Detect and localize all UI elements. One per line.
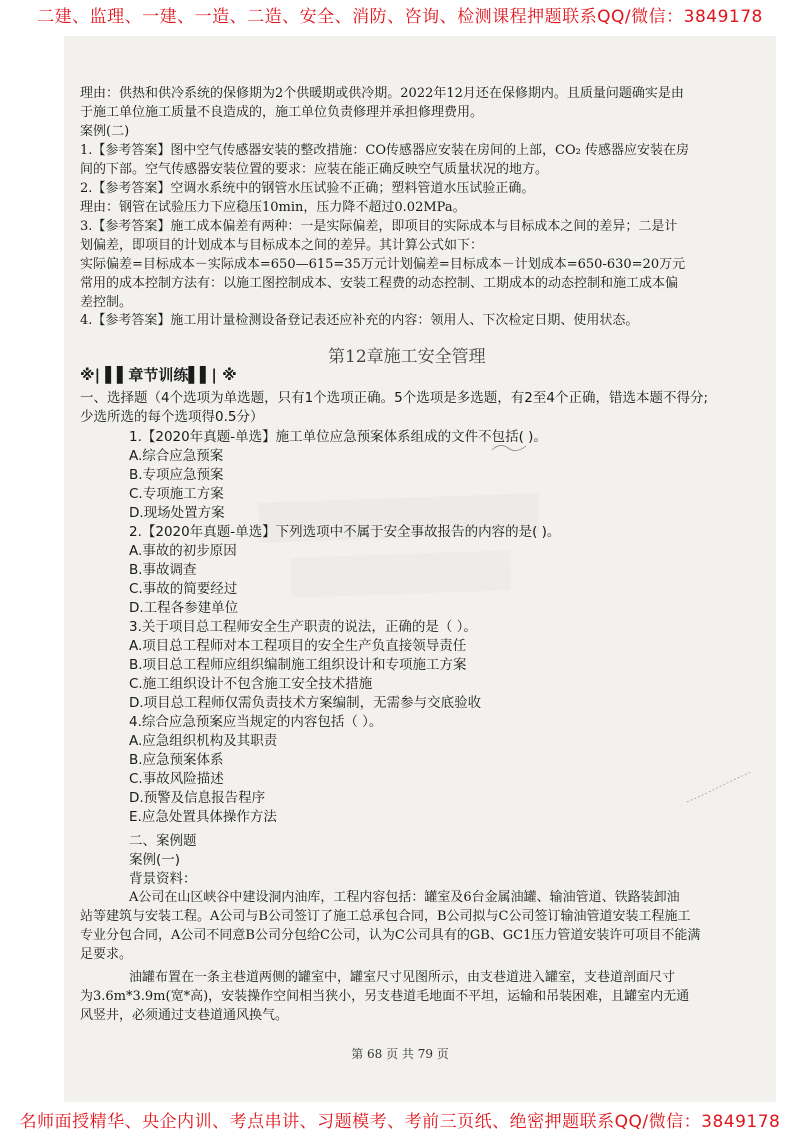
case-2-heading: 案例(二) xyxy=(80,124,130,139)
case-paragraph-2-line-2: 为3.6m*3.9m(宽*高)，安装操作空间相当狭小，另支巷道毛地面不平坦，运输和吊装困难，且罐室内无通 xyxy=(80,989,690,1004)
answer-3-line-1: 3.【参考答案】施工成本偏差有两种：一是实际偏差，即项目的实际成本与目标成本之间的差异；二是计 xyxy=(80,219,678,234)
q1-option-b: B.专项应急预案 xyxy=(129,467,224,483)
watermark-mark xyxy=(248,483,552,613)
q4-option-b: B.应急预案体系 xyxy=(129,752,224,768)
q1-option-c: C.专项施工方案 xyxy=(129,486,224,502)
answer-3-line-3: 实际偏差=目标成本－实际成本=650—615=35万元计划偏差=目标成本－计划成本=650-630=20万元 xyxy=(80,257,686,272)
background-label: 背景资料： xyxy=(129,871,197,887)
answer-3-line-5: 差控制。 xyxy=(80,295,133,310)
case-1-heading: 案例(一) xyxy=(129,852,181,868)
q4-option-e: E.应急处置具体操作方法 xyxy=(129,809,277,825)
question-2: 2.【2020年真题-单选】下列选项中不属于安全事故报告的内容的是( )。 xyxy=(129,524,561,540)
pen-scribble xyxy=(490,440,530,454)
q4-option-a: A.应急组织机构及其职责 xyxy=(129,733,278,749)
answer-3-line-4: 常用的成本控制方法有：以施工图控制成本、安装工程费的动态控制、工期成本的动态控制和施工成本偏 xyxy=(80,276,679,291)
q1-option-a: A.综合应急预案 xyxy=(129,448,224,464)
question-1: 1.【2020年真题-单选】施工单位应急预案体系组成的文件不包括( )。 xyxy=(129,429,547,445)
q2-option-b: B.事故调查 xyxy=(129,562,197,578)
answer-3-line-2: 划偏差，即项目的计划成本与目标成本之间的差异。其计算公式如下： xyxy=(80,238,484,253)
q2-option-c: C.事故的简要经过 xyxy=(129,581,238,597)
case-paragraph-1-line-4: 足要求。 xyxy=(80,947,133,962)
answer-4: 4.【参考答案】施工用计量检测设备登记表还应补充的内容：领用人、下次检定日期、使用状态。 xyxy=(80,313,639,328)
case-paragraph-2-line-1: 油罐布置在一条主巷道两侧的罐室中，罐室尺寸见图所示，由支巷道进入罐室，支巷道剖面尺寸 xyxy=(129,970,676,985)
case-paragraph-2-line-3: 风竖井，必须通过支巷道通风换气。 xyxy=(80,1008,289,1023)
q4-option-c: C.事故风险描述 xyxy=(129,771,224,787)
chapter-title: 第12章施工安全管理 xyxy=(328,347,486,367)
page-number: 第 68 页 共 79 页 xyxy=(351,1047,449,1061)
q1-option-d: D.现场处置方案 xyxy=(129,505,225,521)
q4-option-d: D.预警及信息报告程序 xyxy=(129,790,266,806)
watermark xyxy=(248,483,552,625)
q3-option-d: D.项目总工程师仅需负责技术方案编制，无需参与交底验收 xyxy=(129,695,482,711)
answer-2-line-2: 理由：钢管在试验压力下应稳压10min，压力降不超过0.02MPa。 xyxy=(80,200,466,215)
case-paragraph-1-line-2: 站等建筑与安装工程。A公司与B公司签订了施工总承包合同，B公司拟与C公司签订输油管道安装工程施工 xyxy=(80,909,691,924)
q3-option-b: B.项目总工程师应组织编制施工组织设计和专项施工方案 xyxy=(129,657,467,673)
question-4: 4.综合应急预案应当规定的内容包括（ ）。 xyxy=(129,714,383,730)
case-paragraph-1-line-3: 专业分包合同，A公司不同意B公司分包给C公司，认为C公司具有的GB、GC1压力管道安装许可项目不能满 xyxy=(80,928,701,943)
answer-2-line-1: 2.【参考答案】空调水系统中的钢管水压试验不正确；塑料管道水压试验正确。 xyxy=(80,181,535,196)
q2-option-a: A.事故的初步原因 xyxy=(129,543,237,559)
reason-line-2: 于施工单位施工质量不良造成的，施工单位负责修理并承担修理费用。 xyxy=(80,105,484,120)
training-header: ※| ▌▌章节训练▌▌| ※ xyxy=(80,366,237,384)
pen-scribble-2 xyxy=(685,768,755,808)
bottom-banner: 名师面授精华、央企内训、考点串讲、习题模考、考前三页纸、绝密押题联系QQ/微信：3849178 xyxy=(19,1112,781,1132)
reason-line-1: 理由：供热和供冷系统的保修期为2个供暖期或供冷期。2022年12月还在保修期内。且质量问题确实是由 xyxy=(80,86,684,101)
top-banner: 二建、监理、一建、一造、二造、安全、消防、咨询、检测课程押题联系QQ/微信：3849178 xyxy=(37,7,763,27)
case-paragraph-1-line-1: A公司在山区峡谷中建设洞内油库，工程内容包括：罐室及6台金属油罐、输油管道、铁路装卸油 xyxy=(129,890,680,905)
answer-1-line-1: 1.【参考答案】图中空气传感器安装的整改措施：CO传感器应安装在房间的上部，CO₂ 传感器应安装在房 xyxy=(80,143,689,158)
section-1-intro-2: 少选所选的每个选项得0.5分） xyxy=(80,409,264,425)
answer-1-line-2: 间的下部。空气传感器安装位置的要求：应装在能正确反映空气质量状况的地方。 xyxy=(80,162,549,177)
section-2-title: 二、案例题 xyxy=(129,833,197,849)
q2-option-d: D.工程各参建单位 xyxy=(129,600,239,616)
q3-option-c: C.施工组织设计不包含施工安全技术措施 xyxy=(129,676,373,692)
question-3: 3.关于项目总工程师安全生产职责的说法，正确的是（ ）。 xyxy=(129,619,477,635)
q3-option-a: A.项目总工程师对本工程项目的安全生产负直接领导责任 xyxy=(129,638,467,654)
section-1-intro-1: 一、选择题（4个选项为单选题，只有1个选项正确。5个选项是多选题，有2至4个正确，错选本题不得分; xyxy=(80,390,708,406)
